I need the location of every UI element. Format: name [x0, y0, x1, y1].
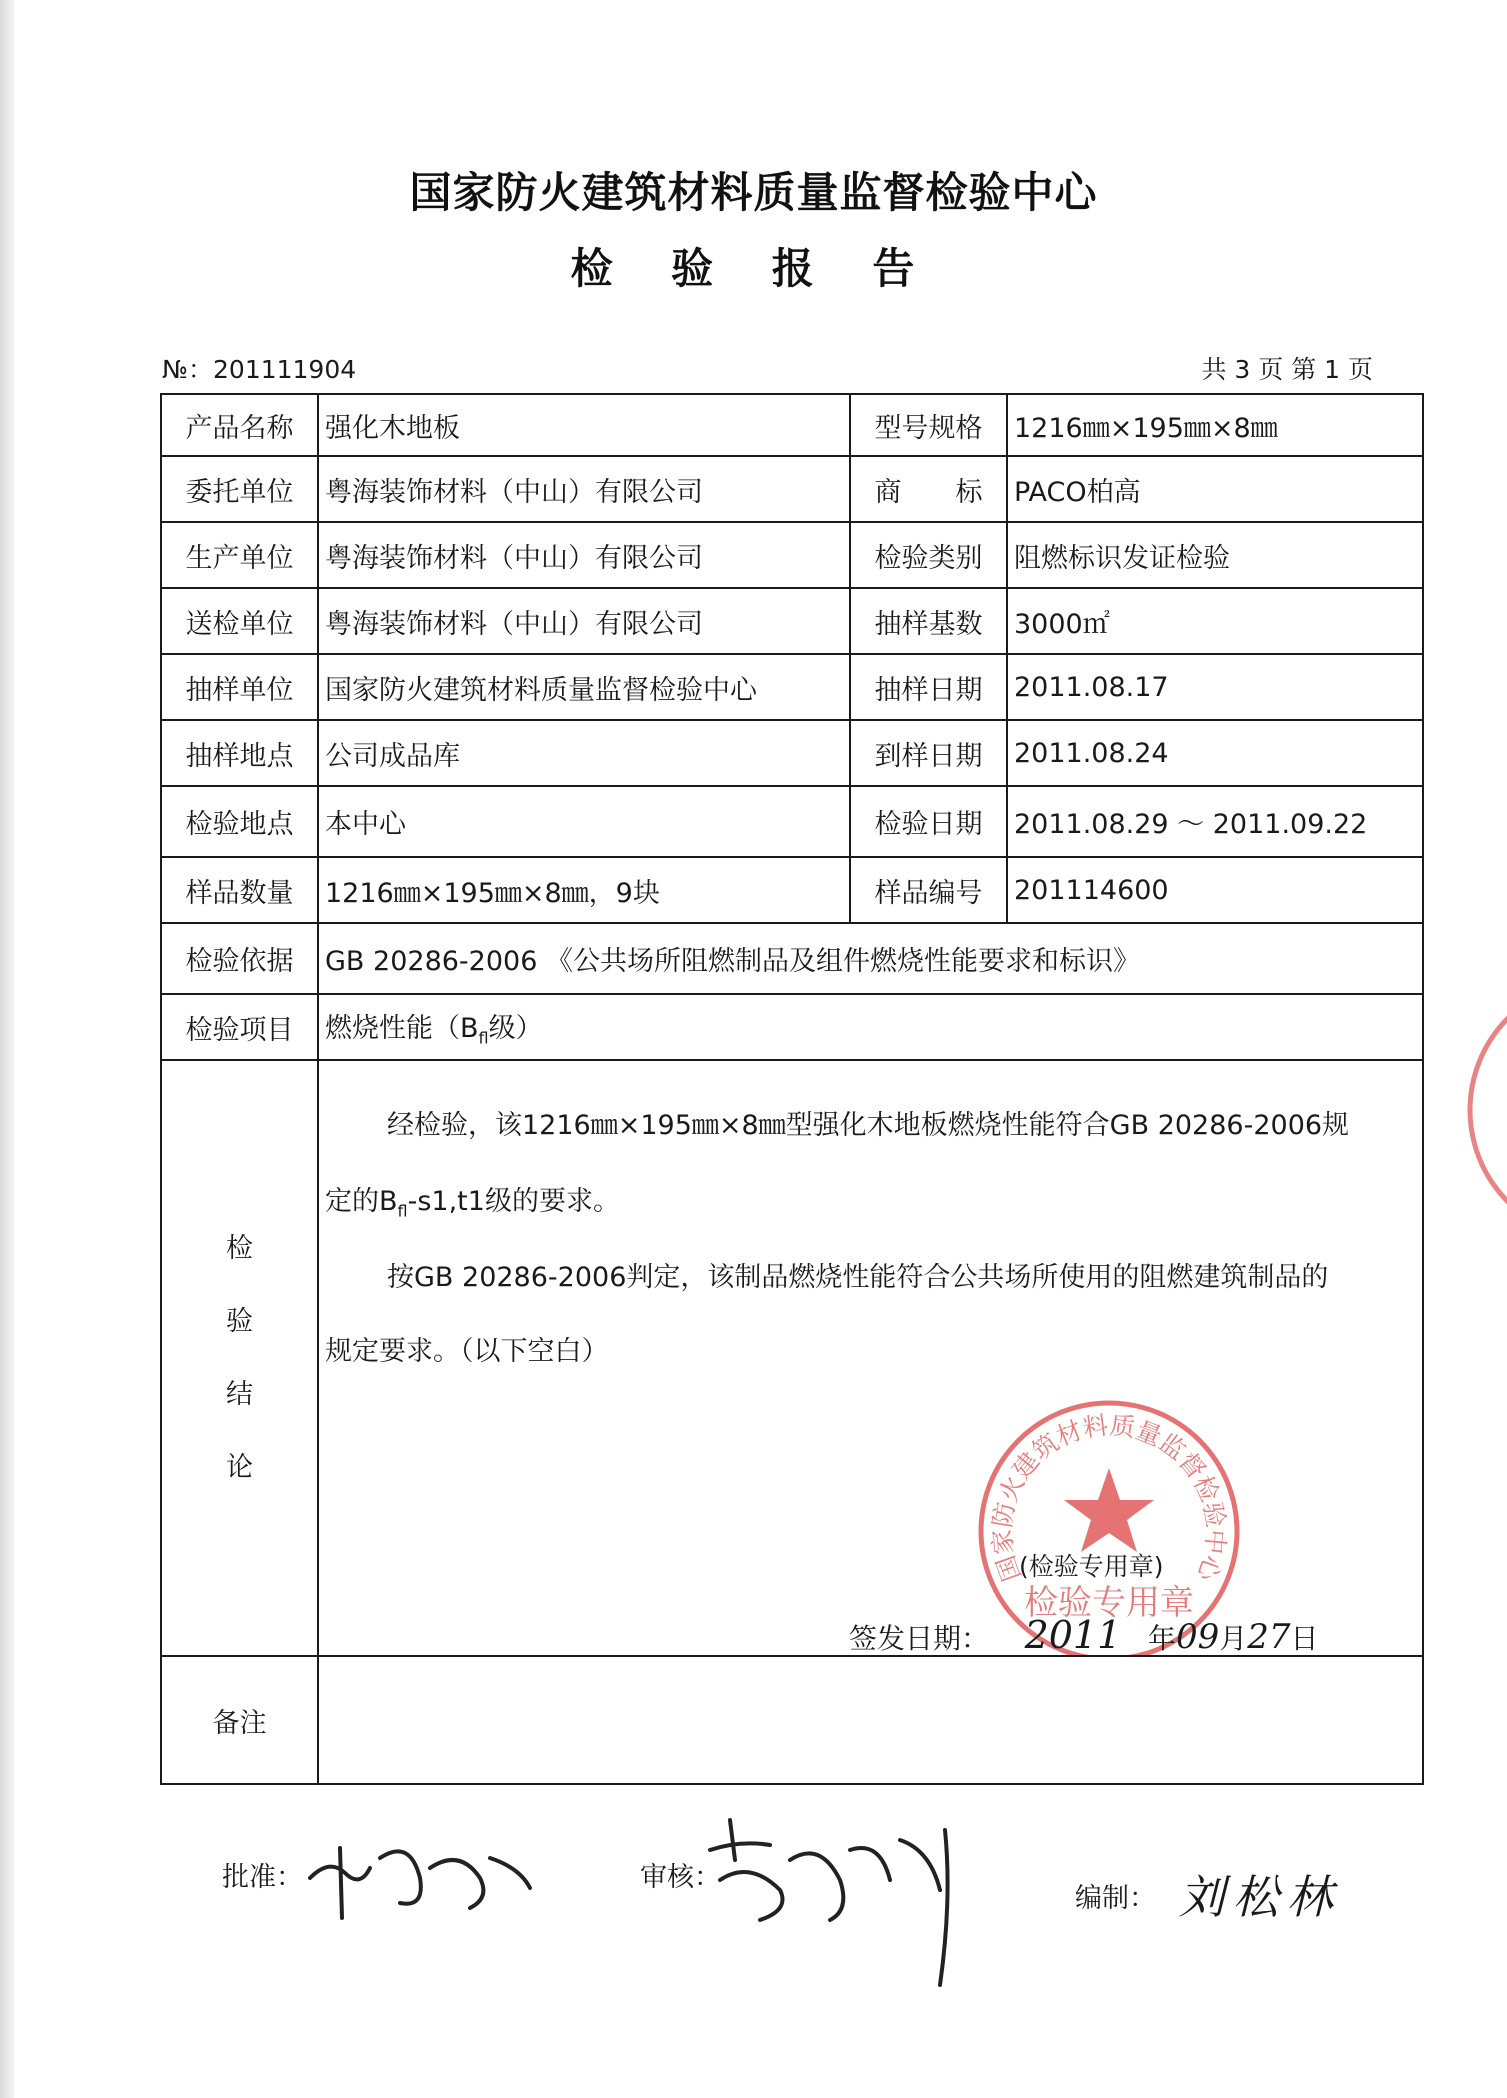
table-row	[161, 786, 1423, 857]
conclusion-label-char: 验	[226, 1306, 253, 1337]
conclusion-text: 经检验，该1216㎜×195㎜×8㎜型强化木地板燃烧性能符合GB 20286-2006规	[387, 1110, 1350, 1141]
approve-handwritten-signature	[300, 1818, 550, 1928]
conclusion-text: 按GB 20286-2006判定，该制品燃烧性能符合公共场所使用的阻燃建筑制品的	[387, 1262, 1329, 1293]
conclusion-body	[318, 1060, 1423, 1656]
center-title: 国家防火建筑材料质量监督检验中心	[409, 168, 1098, 217]
table-row	[161, 522, 1423, 588]
issue-date-label: 签发日期：	[849, 1622, 990, 1655]
field-label: 抽样日期	[850, 654, 1007, 720]
field-value: 3000㎡	[1007, 588, 1423, 654]
conclusion-text	[325, 1179, 620, 1220]
review-handwritten-signature	[690, 1800, 980, 1990]
table-row	[161, 394, 1423, 456]
issue-date	[849, 1613, 1319, 1656]
field-value: 2011.08.24	[1007, 720, 1423, 786]
field-label: 到样日期	[850, 720, 1007, 786]
field-value: 2011.08.17	[1007, 654, 1423, 720]
field-label: 产品名称	[161, 394, 318, 456]
conclusion-text-sub: fl	[397, 1201, 408, 1221]
field-label: 型号规格	[850, 394, 1007, 456]
conclusion-label-char: 论	[226, 1452, 253, 1483]
item-value-pre: 燃烧性能（B	[325, 1013, 479, 1045]
field-value: 阻燃标识发证检验	[1007, 522, 1423, 588]
field-value: 1216㎜×195㎜×8㎜	[1007, 394, 1423, 456]
conclusion-label-char: 检	[226, 1233, 253, 1264]
field-label: 检验项目	[161, 994, 318, 1060]
field-label: 检验类别	[850, 522, 1007, 588]
field-label: 抽样基数	[850, 588, 1007, 654]
field-label: 检验日期	[850, 786, 1007, 857]
conclusion-label	[161, 1060, 318, 1656]
compile-signature	[1075, 1855, 1341, 1924]
field-value	[318, 994, 1423, 1060]
month-unit: 月	[1219, 1622, 1248, 1655]
conclusion-row	[161, 1060, 1423, 1656]
remarks-value	[318, 1656, 1423, 1784]
item-value-post: 级）	[488, 1013, 543, 1045]
handwritten-month: 09	[1175, 1617, 1220, 1656]
report-title: 检 验 报 告	[570, 244, 937, 293]
year-unit: 年	[1147, 1622, 1176, 1655]
report-table	[160, 393, 1424, 1785]
field-value: 粤海装饰材料（中山）有限公司	[318, 588, 850, 654]
seal-ring-text: 国家防火建筑材料质量监督检验中心	[987, 1410, 1231, 1586]
field-label: 检验地点	[161, 786, 318, 857]
remarks-row	[161, 1656, 1423, 1784]
conclusion-text-pre: 定的B	[325, 1186, 398, 1217]
table-row	[161, 857, 1423, 923]
field-value: 2011.08.29 ～ 2011.09.22	[1007, 786, 1423, 857]
table-row	[161, 456, 1423, 522]
field-value: 201114600	[1007, 857, 1423, 923]
field-value: 1216㎜×195㎜×8㎜，9块	[318, 857, 850, 923]
partial-edge-seal	[1460, 960, 1507, 1260]
field-label: 样品编号	[850, 857, 1007, 923]
page-info: 共 3 页 第 1 页	[1201, 355, 1373, 384]
table-row	[161, 923, 1423, 994]
conclusion-text-post: -s1,t1级的要求。	[407, 1186, 620, 1217]
field-value: 公司成品库	[318, 720, 850, 786]
day-unit: 日	[1290, 1622, 1319, 1655]
item-value-sub: fl	[478, 1028, 489, 1048]
field-value: 粤海装饰材料（中山）有限公司	[318, 522, 850, 588]
seal-inner-text: 检验专用章	[1024, 1583, 1194, 1623]
review-label: 审核：	[640, 1862, 721, 1893]
conclusion-text: 规定要求。（以下空白）	[325, 1336, 609, 1367]
table-row	[161, 994, 1423, 1060]
compile-handwritten-name: 刘松林	[1178, 1870, 1341, 1924]
conclusion-label-char: 结	[226, 1379, 253, 1410]
field-label: 生产单位	[161, 522, 318, 588]
field-value: GB 20286-2006 《公共场所阻燃制品及组件燃烧性能要求和标识》	[318, 923, 1423, 994]
compile-label: 编制：	[1075, 1883, 1156, 1914]
field-value: 强化木地板	[318, 394, 850, 456]
table-row	[161, 720, 1423, 786]
handwritten-day: 27	[1247, 1617, 1291, 1656]
field-label: 检验依据	[161, 923, 318, 994]
field-label: 商 标	[850, 456, 1007, 522]
handwritten-year: 2011	[1024, 1613, 1122, 1656]
remarks-label: 备注	[161, 1656, 318, 1784]
approve-signature	[222, 1855, 303, 1894]
field-value: 粤海装饰材料（中山）有限公司	[318, 456, 850, 522]
table-row	[161, 588, 1423, 654]
stamp-caption: (检验专用章)	[1019, 1552, 1164, 1581]
field-label: 抽样单位	[161, 654, 318, 720]
field-value: 本中心	[318, 786, 850, 857]
scan-edge	[0, 0, 14, 2098]
field-value: 国家防火建筑材料质量监督检验中心	[318, 654, 850, 720]
field-label: 送检单位	[161, 588, 318, 654]
table-row	[161, 654, 1423, 720]
field-label: 抽样地点	[161, 720, 318, 786]
approve-label: 批准：	[222, 1862, 303, 1893]
report-number: №：201111904	[162, 355, 357, 384]
field-label: 样品数量	[161, 857, 318, 923]
field-value: PACO柏高	[1007, 456, 1423, 522]
field-label: 委托单位	[161, 456, 318, 522]
